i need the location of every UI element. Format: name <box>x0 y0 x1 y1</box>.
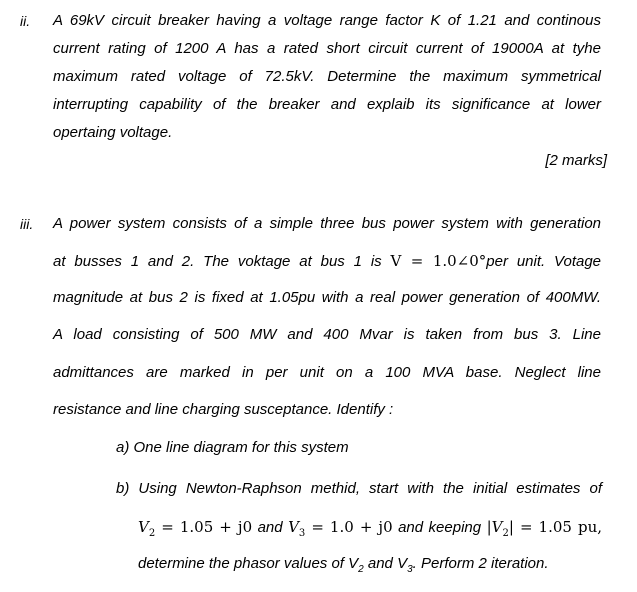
and-connector: and <box>257 519 283 536</box>
v2-estimate: $V_2 = 1.05 + j0$ <box>138 518 253 539</box>
v3-estimate: $V_3 = 1.0 + j0$ <box>288 518 393 539</box>
q3-line-2 <box>53 252 601 271</box>
q3-line-1: A power system consists of a simple three bus power system with generation <box>53 215 601 232</box>
q2-line-3: maximum rated voltage of 72.5kV. Determine the maximum symmetrical <box>53 68 601 85</box>
q3-line-3: magnitude at bus 2 is fixed at 1.05pu with a real power generation of 400MW. <box>53 289 601 306</box>
initial-estimates <box>138 518 602 537</box>
question-number-ii: ii. <box>20 13 31 29</box>
part-b: b) Using Newton-Raphson methid, start with the initial estimates of <box>116 480 602 497</box>
q3-line-6: resistance and line charging susceptance. Identify : <box>53 401 394 418</box>
q3-line-2-tail: per unit. Votage <box>486 253 602 270</box>
q3-line-2-text: at busses 1 and 2. The voktage at bus 1 is <box>53 253 382 270</box>
q2-line-4: interrupting capability of the breaker and explaib its significance at lower <box>53 96 601 113</box>
part-a: a) One line diagram for this system <box>116 439 349 456</box>
q2-line-1: A 69kV circuit breaker having a voltage range factor K of 1.21 and continous <box>53 12 601 29</box>
final-instruction: determine the phasor values of $V_2$ and $V_3$. Perform 2 iteration. <box>138 555 549 575</box>
q2-marks: [2 marks] <box>545 152 607 169</box>
q3-line-4: A load consisting of 500 MW and 400 Mvar is taken from bus 3. Line <box>53 326 601 343</box>
q2-line-2: current rating of 1200 A has a rated short circuit current of 19000A at tyhe <box>53 40 601 57</box>
keeping-connector: and keeping <box>398 519 482 536</box>
q2-line-5: opertaing voltage. <box>53 124 173 141</box>
q3-line-5: admittances are marked in per unit on a 100 MVA base. Neglect line <box>53 364 601 381</box>
bus1-voltage-expression: V = 1.0∠0° <box>390 252 487 270</box>
question-number-iii: iii. <box>20 216 34 232</box>
v2-magnitude: $|V_2| = 1.05$ pu, <box>486 518 603 539</box>
